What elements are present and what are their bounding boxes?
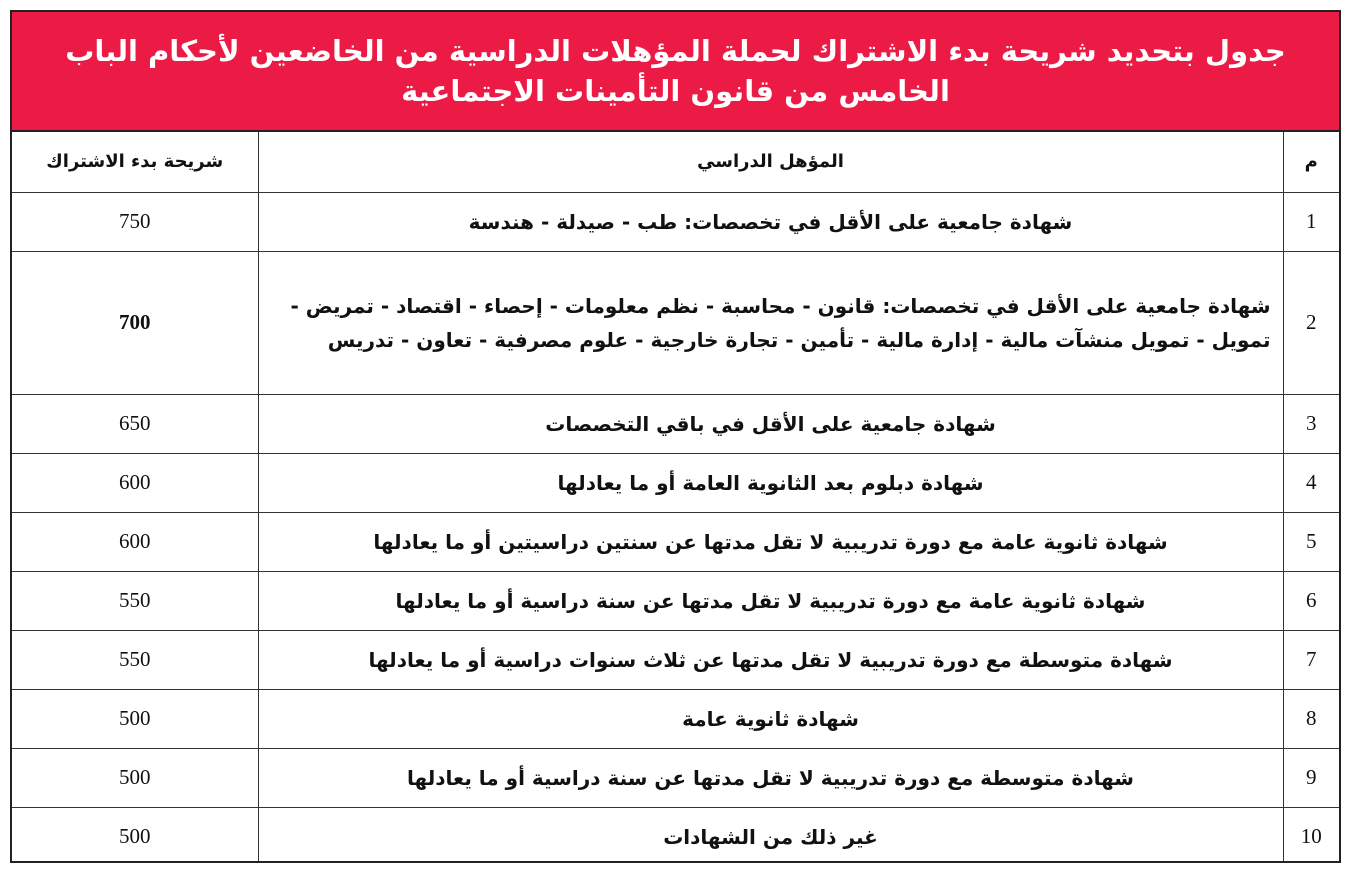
row-qualification: شهادة جامعية على الأقل في تخصصات: طب - صيدلة - هندسة [258, 192, 1283, 251]
table-row [12, 748, 1339, 807]
table-row [12, 453, 1339, 512]
row-qualification: شهادة ثانوية عامة مع دورة تدريبية لا تقل مدتها عن سنة دراسية أو ما يعادلها [258, 571, 1283, 630]
title-banner [12, 12, 1339, 132]
row-bracket: 500 [12, 748, 258, 807]
row-bracket: 550 [12, 571, 258, 630]
row-qualification: شهادة ثانوية عامة [258, 689, 1283, 748]
table-row [12, 394, 1339, 453]
row-bracket: 500 [12, 807, 258, 863]
row-qualification: غير ذلك من الشهادات [258, 807, 1283, 863]
table-row [12, 251, 1339, 394]
table-header-row [12, 132, 1339, 192]
table-row [12, 512, 1339, 571]
row-qualification: شهادة ثانوية عامة مع دورة تدريبية لا تقل مدتها عن سنتين دراسيتين أو ما يعادلها [258, 512, 1283, 571]
row-number: 3 [1283, 394, 1339, 453]
row-bracket: 750 [12, 192, 258, 251]
row-number: 6 [1283, 571, 1339, 630]
row-number: 1 [1283, 192, 1339, 251]
row-number: 9 [1283, 748, 1339, 807]
row-number: 4 [1283, 453, 1339, 512]
row-number: 2 [1283, 251, 1339, 394]
document-frame [10, 10, 1341, 863]
title-line-2: الخامس من قانون التأمينات الاجتماعية [401, 74, 950, 108]
row-bracket: 650 [12, 394, 258, 453]
table-row [12, 192, 1339, 251]
row-number: 8 [1283, 689, 1339, 748]
row-bracket: 550 [12, 630, 258, 689]
row-qualification: شهادة دبلوم بعد الثانوية العامة أو ما يعادلها [258, 453, 1283, 512]
row-number: 10 [1283, 807, 1339, 863]
header-qualification: المؤهل الدراسي [258, 132, 1283, 192]
row-bracket: 600 [12, 512, 258, 571]
title-line-1: جدول بتحديد شريحة بدء الاشتراك لحملة المؤهلات الدراسية من الخاضعين لأحكام الباب [65, 34, 1286, 68]
row-number: 5 [1283, 512, 1339, 571]
row-qualification: شهادة جامعية على الأقل في تخصصات: قانون - محاسبة - نظم معلومات - إحصاء - اقتصاد - تمريض - تمويل - تمويل منشآت مالية - إدارة مالية - تأمين - تجارة خارجية - علوم مصرفية - تعاون - تدريس [258, 251, 1283, 394]
row-bracket: 700 [12, 251, 258, 394]
row-qualification: شهادة متوسطة مع دورة تدريبية لا تقل مدتها عن سنة دراسية أو ما يعادلها [258, 748, 1283, 807]
table-row [12, 689, 1339, 748]
row-bracket: 600 [12, 453, 258, 512]
row-qualification: شهادة جامعية على الأقل في باقي التخصصات [258, 394, 1283, 453]
table-row [12, 807, 1339, 863]
qualifications-table [12, 132, 1339, 863]
row-qualification: شهادة متوسطة مع دورة تدريبية لا تقل مدتها عن ثلاث سنوات دراسية أو ما يعادلها [258, 630, 1283, 689]
header-number: م [1283, 132, 1339, 192]
header-bracket: شريحة بدء الاشتراك [12, 132, 258, 192]
row-bracket: 500 [12, 689, 258, 748]
table-row [12, 571, 1339, 630]
table-row [12, 630, 1339, 689]
row-number: 7 [1283, 630, 1339, 689]
